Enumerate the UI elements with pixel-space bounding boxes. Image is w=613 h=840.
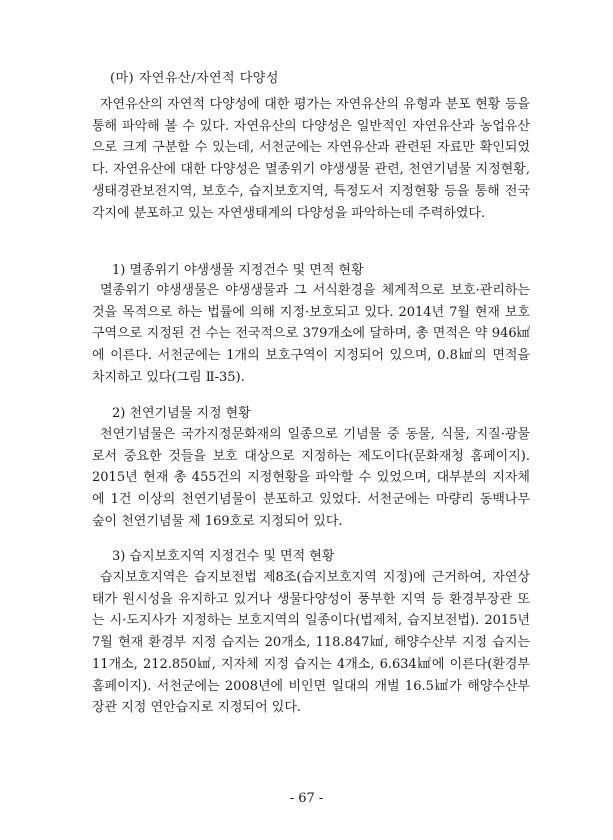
page-number: - 67 - [289,791,324,806]
subsection-heading-wetlands: 3) 습지보호지역 지정건수 및 면적 현황 [112,549,335,564]
subsection-body-wetlands: 습지보호지역은 습지보전법 제8조(습지보호지역 지정)에 근거하여, 자연상태가 원시성을 유지하고 있거나 생물다양성이 풍부한 지역 등 환경부장관 또는 시·도지사가 지정하는 보호지역의 일종이다(법제처, 습지보전법). 2015년 7월 현재 환경부 지정 습지는 20개소, 118.847㎢, 해양수산부 지정 습지는 11개소, 212.850㎢, 지자체 지정 습지는 4개소, 6.634㎢에 이른다(환경부 홈페이지). 서천군에는 2008년에 비인면 일대의 개벌 16.5㎢가 해양수산부장관 지정 연안습지로 지정되어 있다. [92,570,530,716]
section-heading: (마) 자연유산/자연적 다양성 [110,71,279,86]
intro-paragraph: 자연유산의 자연적 다양성에 대한 평가는 자연유산의 유형과 분포 현황 등을 통해 파악해 볼 수 있다. 자연유산의 다양성은 일반적인 자연유산과 농업유산으로 크게 구분할 수 있는데, 서천군에는 자연유산과 관련된 자료만 확인되었다. 자연유산에 대한 다양성은 멸종위기 야생생물 관련, 천연기념물 지정현황, 생태경관보전지역, 보호수, 습지보호지역, 특정도서 지정현황 등을 통해 전국 각지에 분포하고 있는 자연생태계의 다양성을 파악하는데 주력하였다. [92,97,530,221]
subsection-heading-monuments: 2) 천연기념물 지정 현황 [112,406,251,421]
subsection-body-endangered: 멸종위기 야생생물은 야생생물과 그 서식환경을 체계적으로 보호·관리하는 것을 목적으로 하는 법률에 의해 지정·보호되고 있다. 2014년 7월 현재 보호구역으로 지정된 건 수는 전국적으로 379개소에 달하며, 총 면적은 약 946㎢에 이른다. 서천군에는 1개의 보호구역이 지정되어 있으며, 0.8㎢의 면적을 차지하고 있다(그림 Ⅱ-35). [92,283,530,385]
subsection-heading-endangered: 1) 멸종위기 야생생물 지정건수 및 면적 현황 [112,263,364,278]
subsection-body-monuments: 천연기념물은 국가지정문화재의 일종으로 기념물 중 동물, 식물, 지질·광물로서 중요한 것들을 보호 대상으로 지정하는 제도이다(문화재청 홈페이지). 2015년 현재 총 455건의 지정현황을 파악할 수 있었으며, 대부분의 지자체에 1건 이상의 천연기념물이 분포하고 있었다. 서천군에는 마량리 동백나무 숲이 천연기념물 제 169호로 지정되어 있다. [92,427,530,529]
